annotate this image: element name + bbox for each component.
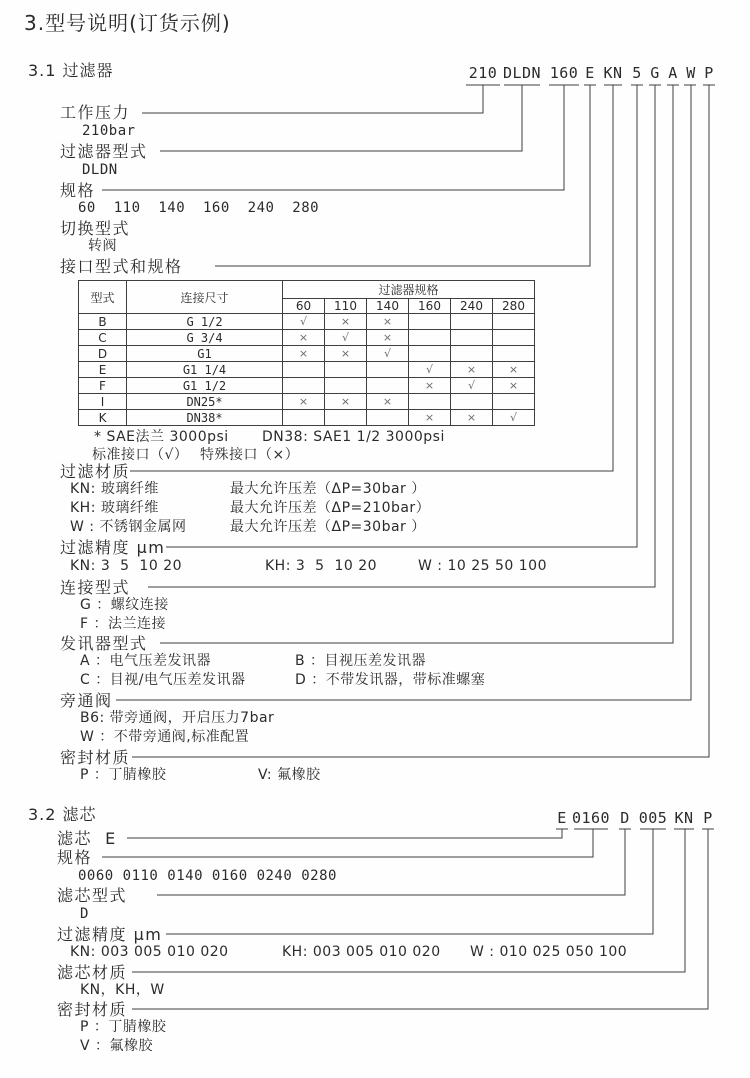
model-code-part-media: KN <box>603 64 623 82</box>
element-size-value: 0060 0110 0140 0160 0240 0280 <box>78 868 337 884</box>
indicator-c: C ：目视/电气压差发讯器 <box>80 672 246 688</box>
cell-conn: G 3/4 <box>127 330 283 346</box>
cell-mark <box>451 394 493 410</box>
cell-mark: × <box>493 378 535 394</box>
table-note-dn38: DN38: SAE1 1/2 3000psi <box>262 429 445 445</box>
work-pressure-value: 210bar <box>82 123 136 139</box>
cell-mark: × <box>409 378 451 394</box>
element-label: 滤芯 E <box>57 829 117 848</box>
cell-mark <box>409 346 451 362</box>
cell-mark: × <box>367 330 409 346</box>
switch-type-label: 切换型式 <box>60 219 131 238</box>
table-note-special-port: 特殊接口（×） <box>200 447 300 463</box>
switch-type-value: 转阀 <box>88 238 117 254</box>
work-pressure-label: 工作压力 <box>60 103 131 122</box>
seal-p: P ：丁腈橡胶 <box>80 767 167 783</box>
model-code-part-conn: G <box>650 64 660 82</box>
table-header-size-240: 240 <box>451 299 493 314</box>
section-2-heading: 3.2 滤芯 <box>28 805 97 824</box>
table-header-type: 型式 <box>79 281 127 314</box>
bypass-valve-label: 旁通阀 <box>60 691 113 710</box>
filter-media-label: 过滤材质 <box>60 462 131 481</box>
cell-mark: × <box>367 394 409 410</box>
cell-mark <box>325 410 367 426</box>
bypass-w: W ：不带旁通阀,标准配置 <box>80 729 250 745</box>
model-code-part-port: E <box>585 64 595 82</box>
size-label: 规格 <box>60 181 96 200</box>
cell-mark: × <box>493 362 535 378</box>
precision-kn: KN: 3 5 10 20 <box>70 558 183 574</box>
port-size-table <box>78 280 535 426</box>
section-1-heading: 3.1 过滤器 <box>28 61 114 80</box>
table-header-size-140: 140 <box>367 299 409 314</box>
indicator-a: A ：电气压差发讯器 <box>80 653 212 669</box>
cell-mark: × <box>283 330 325 346</box>
cell-mark <box>493 314 535 330</box>
filtration-precision-label: 过滤精度 μm <box>60 538 166 557</box>
cell-mark <box>283 410 325 426</box>
cell-mark <box>409 330 451 346</box>
cell-mark <box>325 378 367 394</box>
connection-f: F ：法兰连接 <box>80 616 167 632</box>
cell-mark <box>283 378 325 394</box>
cell-mark <box>451 314 493 330</box>
media-kn-dp: 最大允许压差（ΔP=30bar ） <box>230 481 426 497</box>
bypass-b6: B6: 带旁通阀，开启压力7bar <box>80 710 275 726</box>
media-kh-name: KH: 玻璃纤维 <box>70 500 159 516</box>
table-row <box>79 346 535 362</box>
element-size-label: 规格 <box>57 848 93 867</box>
cell-mark <box>451 330 493 346</box>
cell-mark: √ <box>283 314 325 330</box>
element-precision-label: 过滤精度 μm <box>57 925 163 944</box>
table-header-size-160: 160 <box>409 299 451 314</box>
indicator-d: D ：不带发讯器，带标准螺塞 <box>295 672 486 688</box>
model-code-part-precision: 5 <box>632 64 642 82</box>
connection-g: G ：螺纹连接 <box>80 597 169 613</box>
model-code-part-size: 160 <box>549 64 579 82</box>
element-precision-kn: KN: 003 005 010 020 <box>70 944 229 960</box>
cell-type: K <box>79 410 127 426</box>
cell-conn: G1 1/4 <box>127 362 283 378</box>
element-seal-p: P ：丁腈橡胶 <box>80 1019 167 1035</box>
table-row <box>79 362 535 378</box>
model-code-part-seal: P <box>704 64 714 82</box>
table-row <box>79 330 535 346</box>
indicator-b: B ：目视压差发讯器 <box>295 653 427 669</box>
cell-mark <box>451 346 493 362</box>
indicator-type-label: 发讯器型式 <box>60 634 148 653</box>
cell-type: E <box>79 362 127 378</box>
element-seal-v: V ：氟橡胶 <box>80 1038 154 1054</box>
cell-mark <box>493 330 535 346</box>
cell-mark: × <box>325 394 367 410</box>
table-note-standard-port: 标准接口（√） <box>92 447 189 463</box>
table-header-size-110: 110 <box>325 299 367 314</box>
cell-mark <box>409 314 451 330</box>
page-title: 3.型号说明(订货示例) <box>24 11 231 35</box>
element-type-value: D <box>80 906 89 922</box>
model-code-part-type: DLDN <box>502 64 542 82</box>
media-kn-name: KN: 玻璃纤维 <box>70 481 159 497</box>
cell-type: D <box>79 346 127 362</box>
cell-conn: DN25* <box>127 394 283 410</box>
table-header-size-60: 60 <box>283 299 325 314</box>
cell-mark <box>367 410 409 426</box>
model-code-part-indicator: A <box>668 64 678 82</box>
element-code-part-precision: 005 <box>638 809 668 827</box>
cell-conn: G1 <box>127 346 283 362</box>
cell-mark: √ <box>325 330 367 346</box>
seal-v: V: 氟橡胶 <box>258 767 321 783</box>
table-row <box>79 378 535 394</box>
cell-mark: × <box>283 394 325 410</box>
cell-mark: × <box>325 314 367 330</box>
element-seal-label: 密封材质 <box>57 1000 128 1019</box>
precision-w: W : 10 25 50 100 <box>418 558 547 574</box>
element-code-part-material: KN <box>674 809 694 827</box>
element-precision-w: W : 010 025 050 100 <box>470 944 628 960</box>
table-row <box>79 410 535 426</box>
precision-kh: KH: 3 5 10 20 <box>265 558 378 574</box>
cell-mark: × <box>325 346 367 362</box>
cell-conn: G1 1/2 <box>127 378 283 394</box>
cell-mark: × <box>283 346 325 362</box>
media-w-name: W : 不锈钢金属网 <box>70 519 187 535</box>
size-value: 60 110 140 160 240 280 <box>78 200 320 216</box>
port-label: 接口型式和规格 <box>60 257 183 276</box>
element-precision-kh: KH: 003 005 010 020 <box>282 944 441 960</box>
model-code-part-bypass: W <box>686 64 696 82</box>
cell-mark: √ <box>451 378 493 394</box>
cell-mark <box>493 394 535 410</box>
cell-mark <box>325 362 367 378</box>
cell-mark <box>367 362 409 378</box>
cell-mark: × <box>451 410 493 426</box>
cell-type: I <box>79 394 127 410</box>
filter-type-label: 过滤器型式 <box>60 142 148 161</box>
table-header-conn: 连接尺寸 <box>127 281 283 314</box>
table-header-size-280: 280 <box>493 299 535 314</box>
cell-conn: DN38* <box>127 410 283 426</box>
cell-type: F <box>79 378 127 394</box>
model-code-part-pressure: 210 <box>468 64 498 82</box>
table-row <box>79 394 535 410</box>
cell-mark <box>493 346 535 362</box>
cell-mark: √ <box>367 346 409 362</box>
cell-mark: √ <box>493 410 535 426</box>
seal-material-label: 密封材质 <box>60 748 131 767</box>
media-kh-dp: 最大允许压差（ΔP=210bar） <box>230 500 431 516</box>
cell-mark: × <box>409 410 451 426</box>
cell-mark: × <box>367 314 409 330</box>
cell-mark <box>283 362 325 378</box>
element-material-label: 滤芯材质 <box>57 963 128 982</box>
connection-type-label: 连接型式 <box>60 578 131 597</box>
cell-mark <box>409 394 451 410</box>
cell-mark: × <box>451 362 493 378</box>
element-code-part-type: D <box>620 809 630 827</box>
table-row <box>79 314 535 330</box>
cell-type: B <box>79 314 127 330</box>
element-code-part-element: E <box>557 809 567 827</box>
table-note-sae: * SAE法兰 3000psi <box>94 429 229 445</box>
element-code-part-size: 0160 <box>571 809 611 827</box>
cell-conn: G 1/2 <box>127 314 283 330</box>
element-material-value: KN，KH，W <box>80 982 165 998</box>
cell-mark: √ <box>409 362 451 378</box>
table-header-group: 过滤器规格 <box>283 281 535 299</box>
element-code-part-seal: P <box>703 809 713 827</box>
cell-type: C <box>79 330 127 346</box>
cell-mark <box>367 378 409 394</box>
filter-type-value: DLDN <box>82 162 118 178</box>
element-type-label: 滤芯型式 <box>57 886 128 905</box>
media-w-dp: 最大允许压差（ΔP=30bar ） <box>230 519 426 535</box>
